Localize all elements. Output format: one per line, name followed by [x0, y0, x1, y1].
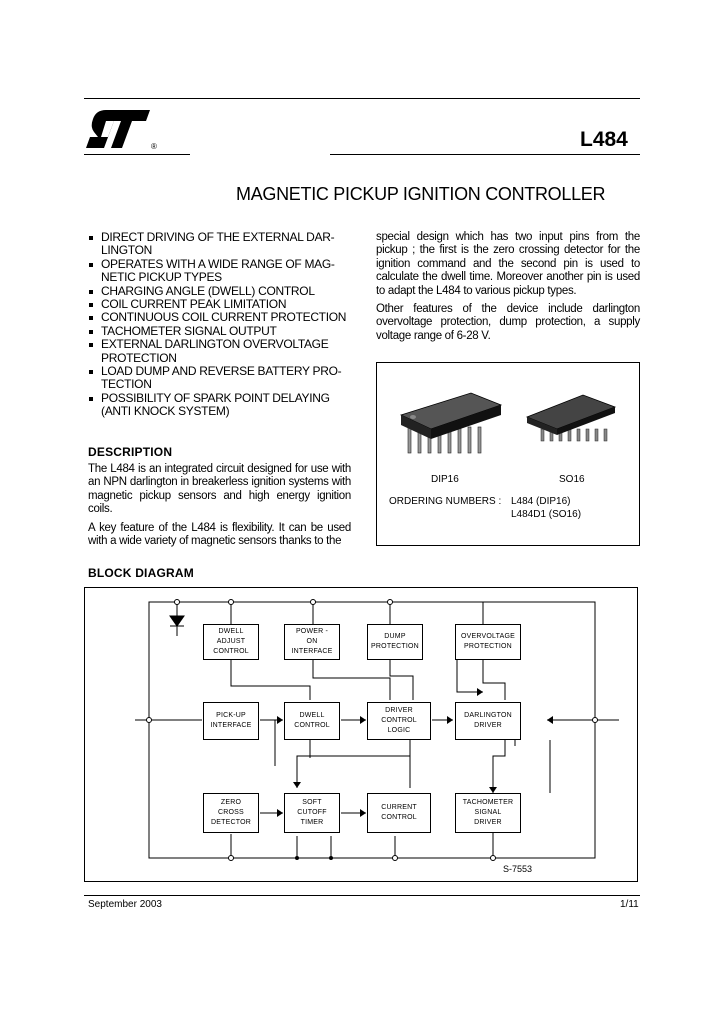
block-dwell-adjust-control: DWELL ADJUST CONTROL: [203, 624, 259, 660]
block-zero-cross-detector: ZERO CROSS DETECTOR: [203, 793, 259, 833]
feature-item: COIL CURRENT PEAK LIMITATION: [88, 298, 352, 311]
block-driver-control-logic: DRIVER CONTROL LOGIC: [367, 702, 431, 740]
block-power-on-interface: POWER - ON INTERFACE: [284, 624, 340, 660]
block-darlington-driver: DARLINGTON DRIVER: [455, 702, 521, 740]
description-heading: DESCRIPTION: [88, 445, 173, 459]
feature-item: OPERATES WITH A WIDE RANGE OF MAG- NETIC PICKUP TYPES: [88, 258, 352, 285]
part-rule: [330, 154, 640, 155]
feature-item: POSSIBILITY OF SPARK POINT DELAYING (ANTI KNOCK SYSTEM): [88, 392, 352, 419]
block-current-control: CURRENT CONTROL: [367, 793, 431, 833]
block-overvoltage-protection: OVERVOLTAGE PROTECTION: [455, 624, 521, 660]
so16-package-icon: [523, 391, 619, 449]
description-para-2: A key feature of the L484 is flexibility. It can be used with a wide variety of magnetic sensors thanks to the: [88, 522, 351, 548]
page-title: MAGNETIC PICKUP IGNITION CONTROLLER: [236, 184, 606, 204]
block-dwell-control: DWELL CONTROL: [284, 702, 340, 740]
st-logo-icon: [84, 104, 154, 154]
right-para-1: special design which has two input pins from the pickup ; the first is the zero crossing detector for the ignition command and the second pin is used to calculate the dwell time. Moreover another pin is used to adapt the L484 to various pickup types.: [376, 231, 640, 297]
top-rule: [84, 98, 640, 99]
footer-date: September 2003: [88, 899, 162, 910]
so16-label: SO16: [559, 474, 585, 485]
feature-item: LOAD DUMP AND REVERSE BATTERY PRO- TECTION: [88, 365, 352, 392]
block-pickup-interface: PICK-UP INTERFACE: [203, 702, 259, 740]
part-number: L484: [580, 128, 628, 151]
right-para-2: Other features of the device include darlington overvoltage protection, dump protection, a supply voltage range of 6-28 V.: [376, 303, 640, 342]
description-para-1: The L484 is an integrated circuit designed for use with an NPN darlington in breakerless ignition systems with magnetic pickup sensors and high energy ignition coils.: [88, 463, 351, 516]
feature-item: CONTINUOUS COIL CURRENT PROTECTION: [88, 311, 352, 324]
feature-item: DIRECT DRIVING OF THE EXTERNAL DAR- LINGTON: [88, 231, 352, 258]
feature-item: TACHOMETER SIGNAL OUTPUT: [88, 325, 352, 338]
feature-item: CHARGING ANGLE (DWELL) CONTROL: [88, 285, 352, 298]
feature-item: EXTERNAL DARLINGTON OVERVOLTAGE PROTECTION: [88, 338, 352, 365]
block-diagram-heading: BLOCK DIAGRAM: [88, 566, 194, 580]
dip16-package-icon: [395, 387, 507, 459]
block-soft-cutoff-timer: SOFT CUTOFF TIMER: [284, 793, 340, 833]
block-tachometer-signal-driver: TACHOMETER SIGNAL DRIVER: [455, 793, 521, 833]
ordering-label: ORDERING NUMBERS :: [389, 496, 502, 507]
footer-rule: [84, 895, 640, 896]
dip16-label: DIP16: [431, 474, 459, 485]
package-box: [376, 362, 640, 546]
feature-list: [88, 231, 352, 419]
logo-rule: [84, 154, 190, 155]
order-number-so: L484D1 (SO16): [511, 509, 582, 520]
order-number-dip: L484 (DIP16): [511, 496, 571, 507]
diagram-code: S-7553: [503, 864, 533, 874]
block-diagram-wiring: [85, 588, 637, 881]
registered-mark: ®: [151, 142, 157, 151]
block-diagram: [84, 587, 638, 882]
footer-page: 1/11: [620, 899, 639, 910]
block-dump-protection: DUMP PROTECTION: [367, 624, 423, 660]
